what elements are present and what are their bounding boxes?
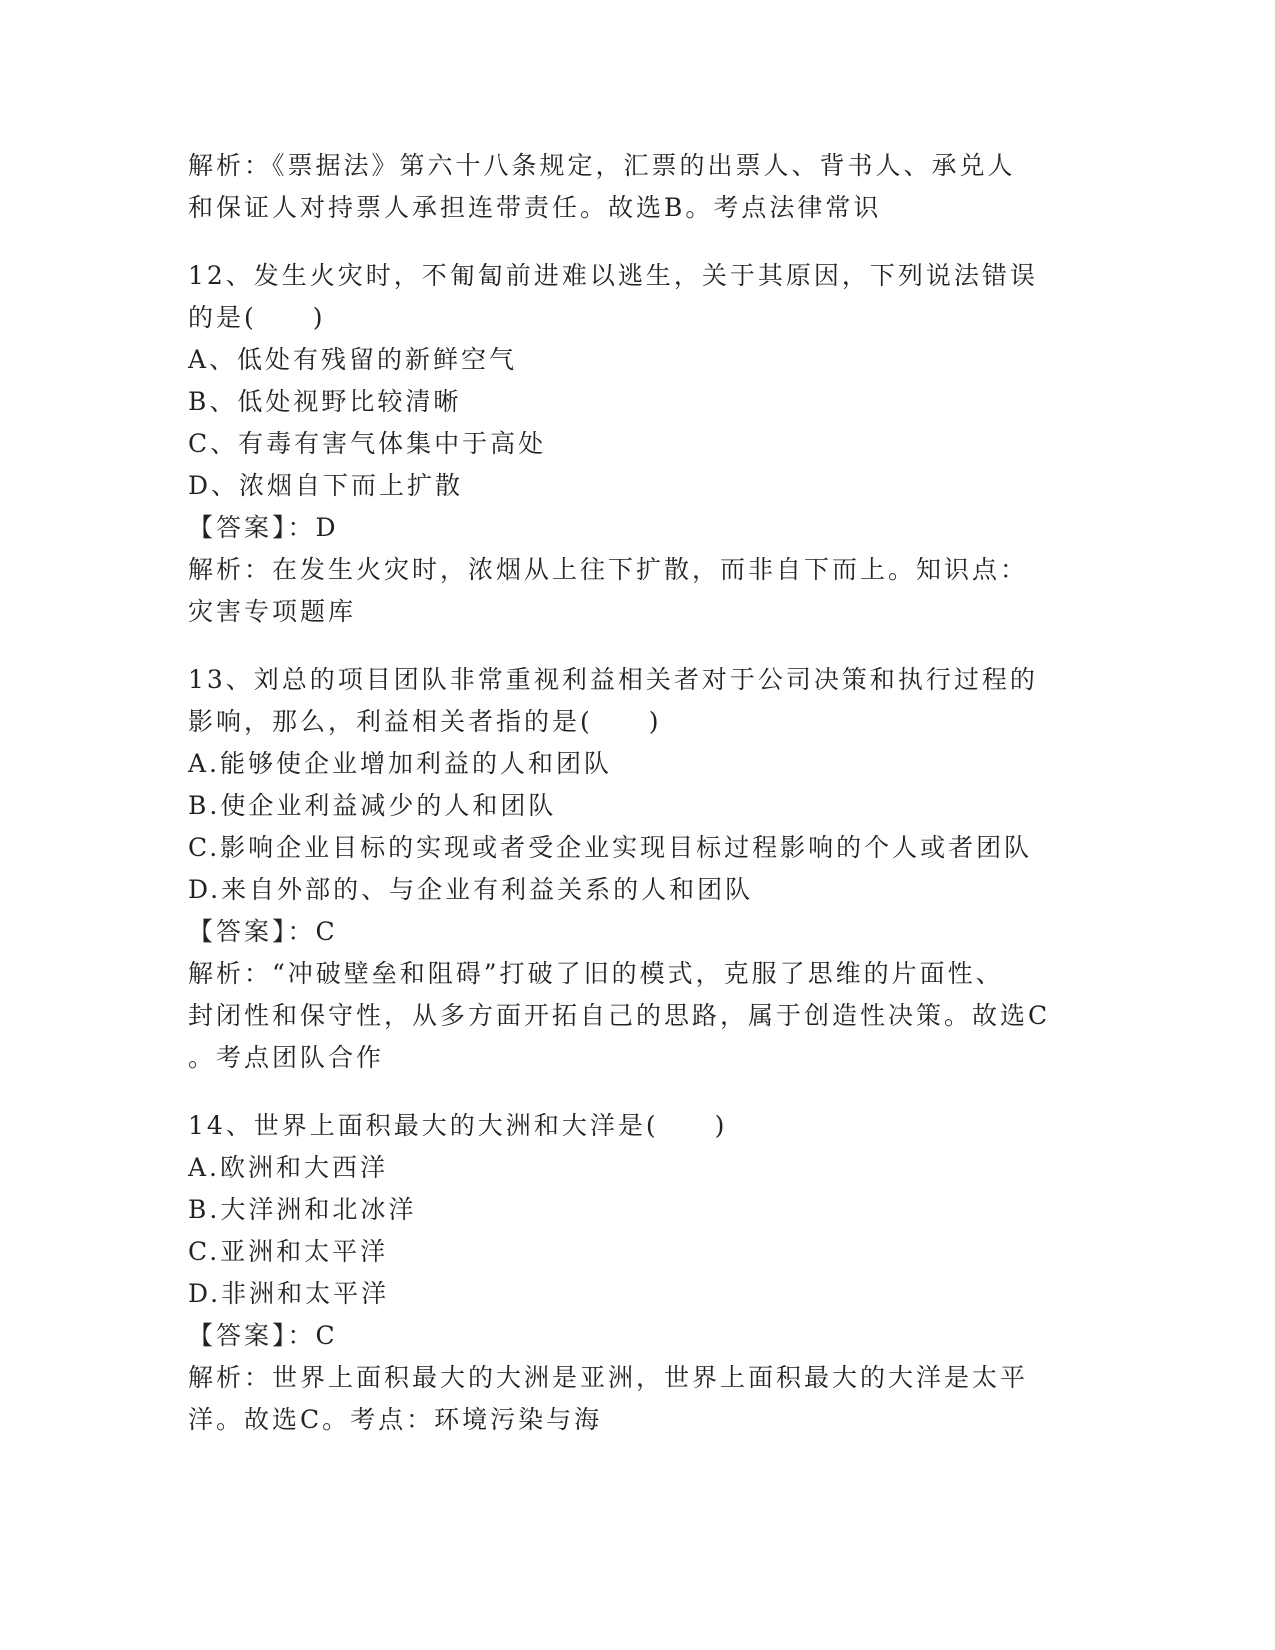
option-b: B.大洋洲和北冰洋 [188,1195,417,1224]
option-c: C、有毒有害气体集中于高处 [188,429,547,458]
paragraph-spacer [188,1079,1088,1105]
option-c: C.亚洲和太平洋 [188,1237,389,1266]
option-a: A.能够使企业增加利益的人和团队 [188,749,613,778]
option-d: D.非洲和太平洋 [188,1279,390,1308]
analysis-line: 洋。故选C。考点：环境污染与海 [188,1405,603,1434]
text-line: 和保证人对持票人承担连带责任。故选B。考点法律常识 [188,193,882,222]
option-c: C.影响企业目标的实现或者受企业实现目标过程影响的个人或者团队 [188,833,1033,862]
analysis-line: 解析：在发生火灾时，浓烟从上往下扩散，而非自下而上。知识点： [188,555,1029,584]
option-a: A.欧洲和大西洋 [188,1153,389,1182]
document-body [188,145,1088,1441]
option-b: B.使企业利益减少的人和团队 [188,791,557,820]
analysis-line: 解析：世界上面积最大的大洲是亚洲，世界上面积最大的大洋是太平 [188,1363,1029,1392]
analysis-line: 解析：“冲破壁垒和阻碍”打破了旧的模式，克服了思维的片面性、 [188,959,1004,988]
option-b: B、低处视野比较清晰 [188,387,462,416]
question-stem: 的是( ) [188,303,326,332]
question-13 [188,659,1088,1079]
option-d: D、浓烟自下而上扩散 [188,471,464,500]
question-stem: 12、发生火灾时，不匍匐前进难以逃生，关于其原因，下列说法错误 [188,261,1038,290]
question-stem: 14、世界上面积最大的大洲和大洋是( ) [188,1111,728,1140]
question-12 [188,255,1088,633]
paragraph-spacer [188,633,1088,659]
question-stem: 13、刘总的项目团队非常重视利益相关者对于公司决策和执行过程的 [188,665,1038,694]
answer-line: 【答案】：C [188,917,338,946]
question-stem: 影响，那么，利益相关者指的是( ) [188,707,662,736]
text-line: 解析：《票据法》第六十八条规定，汇票的出票人、背书人、承兑人 [188,151,1016,180]
paragraph-spacer [188,229,1088,255]
analysis-line: 封闭性和保守性，从多方面开拓自己的思路，属于创造性决策。故选C [188,1001,1051,1030]
analysis-line: 灾害专项题库 [188,597,357,626]
answer-analysis-11 [188,145,1088,229]
question-14 [188,1105,1088,1441]
option-a: A、低处有残留的新鲜空气 [188,345,518,374]
answer-line: 【答案】：D [188,513,339,542]
option-d: D.来自外部的、与企业有利益关系的人和团队 [188,875,754,904]
analysis-line: 。考点团队合作 [188,1043,385,1072]
answer-line: 【答案】：C [188,1321,338,1350]
